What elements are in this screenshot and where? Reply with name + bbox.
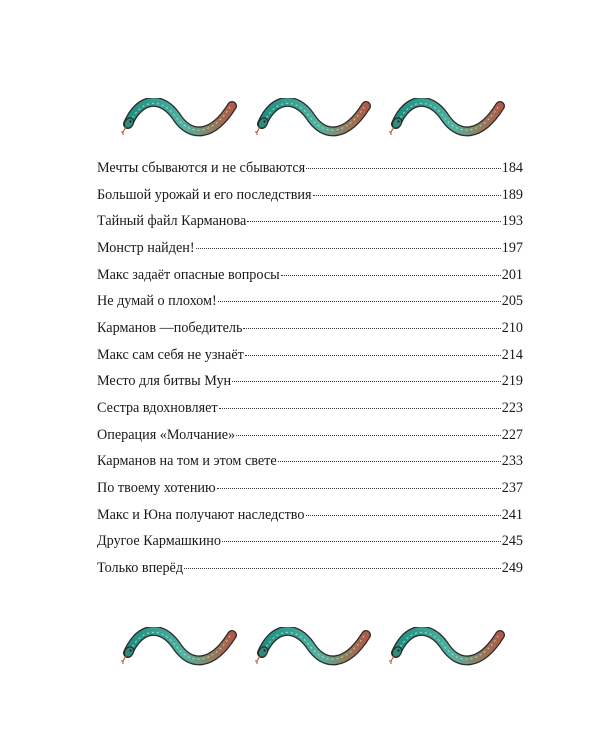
- toc-entry-page: 197: [501, 239, 523, 256]
- toc-entry-title: Большой урожай и его последствия: [97, 186, 312, 203]
- toc-entry-page: 205: [501, 293, 523, 310]
- toc-entry-page: 227: [501, 426, 523, 443]
- dot-leader: [281, 274, 501, 276]
- toc-entry-title: Макс задаёт опасные вопросы: [97, 266, 280, 283]
- toc-entry: [97, 315, 523, 342]
- toc-entry: [97, 155, 523, 182]
- toc-entry: [97, 342, 523, 369]
- toc-entry-title: Макс и Юна получают наследство: [97, 506, 305, 523]
- toc-entry: [97, 288, 523, 315]
- toc-entry-page: 214: [501, 346, 523, 363]
- snake-icon: [116, 627, 238, 667]
- dot-leader: [217, 487, 501, 489]
- dot-leader: [247, 220, 500, 222]
- toc-entry-title: Карманов —победитель: [97, 319, 243, 336]
- snake-icon: [250, 98, 372, 138]
- toc-entry-title: Макс сам себя не узнаёт: [97, 346, 244, 363]
- toc-entry: [97, 262, 523, 289]
- dot-leader: [243, 327, 500, 329]
- toc-entry-page: 210: [501, 319, 523, 336]
- dot-leader: [196, 247, 501, 249]
- toc-entry-page: 249: [501, 559, 523, 576]
- snake-icon: [116, 98, 238, 138]
- toc-entry-page: 237: [501, 479, 523, 496]
- toc-entry-page: 223: [501, 399, 523, 416]
- toc-entry: [97, 208, 523, 235]
- toc-entry: [97, 555, 523, 582]
- dot-leader: [222, 540, 501, 542]
- toc-entry: [97, 368, 523, 395]
- toc-entry-page: 201: [501, 266, 523, 283]
- toc-entry-page: 219: [501, 373, 523, 390]
- toc-entry-title: Не думай о плохом!: [97, 293, 217, 310]
- dot-leader: [245, 354, 501, 356]
- toc-entry-page: 184: [501, 160, 523, 176]
- toc-entry: [97, 395, 523, 422]
- toc-entry: [97, 475, 523, 502]
- snake-icon: [250, 627, 372, 667]
- snake-icon: [384, 98, 506, 138]
- toc-entry-page: 193: [501, 213, 523, 230]
- dot-leader: [232, 380, 501, 382]
- dot-leader: [219, 407, 501, 409]
- toc-entry-title: По твоему хотению: [97, 479, 216, 496]
- snake-icon: [384, 627, 506, 667]
- bottom-ornament: [0, 627, 600, 667]
- toc-entry: [97, 528, 523, 555]
- dot-leader: [218, 300, 501, 302]
- dot-leader: [313, 194, 501, 196]
- table-of-contents: [97, 155, 523, 582]
- toc-entry-title: Место для битвы Мун: [97, 373, 232, 390]
- dot-leader: [236, 434, 501, 436]
- toc-entry-title: Операция «Молчание»: [97, 426, 236, 443]
- toc-entry-page: 241: [501, 506, 523, 523]
- toc-entry-title: Мечты сбываются и не сбываются: [97, 160, 306, 176]
- toc-entry-title: Сестра вдохновляет: [97, 399, 218, 416]
- toc-entry-page: 245: [501, 533, 523, 550]
- dot-leader: [278, 460, 501, 462]
- dot-leader: [306, 167, 501, 169]
- toc-entry-title: Карманов на том и этом свете: [97, 453, 277, 470]
- toc-entry-page: 189: [501, 186, 523, 203]
- toc-entry: [97, 448, 523, 475]
- toc-entry: [97, 502, 523, 529]
- toc-entry-title: Только вперёд: [97, 559, 184, 576]
- dot-leader: [184, 567, 501, 569]
- toc-entry-title: Другое Кармашкино: [97, 533, 221, 550]
- toc-entry: [97, 182, 523, 209]
- toc-entry: [97, 422, 523, 449]
- toc-entry-title: Тайный файл Карманова: [97, 213, 247, 230]
- top-ornament: [0, 98, 600, 138]
- dot-leader: [306, 514, 501, 516]
- toc-entry-title: Монстр найден!: [97, 239, 195, 256]
- toc-entry-page: 233: [501, 453, 523, 470]
- toc-entry: [97, 235, 523, 262]
